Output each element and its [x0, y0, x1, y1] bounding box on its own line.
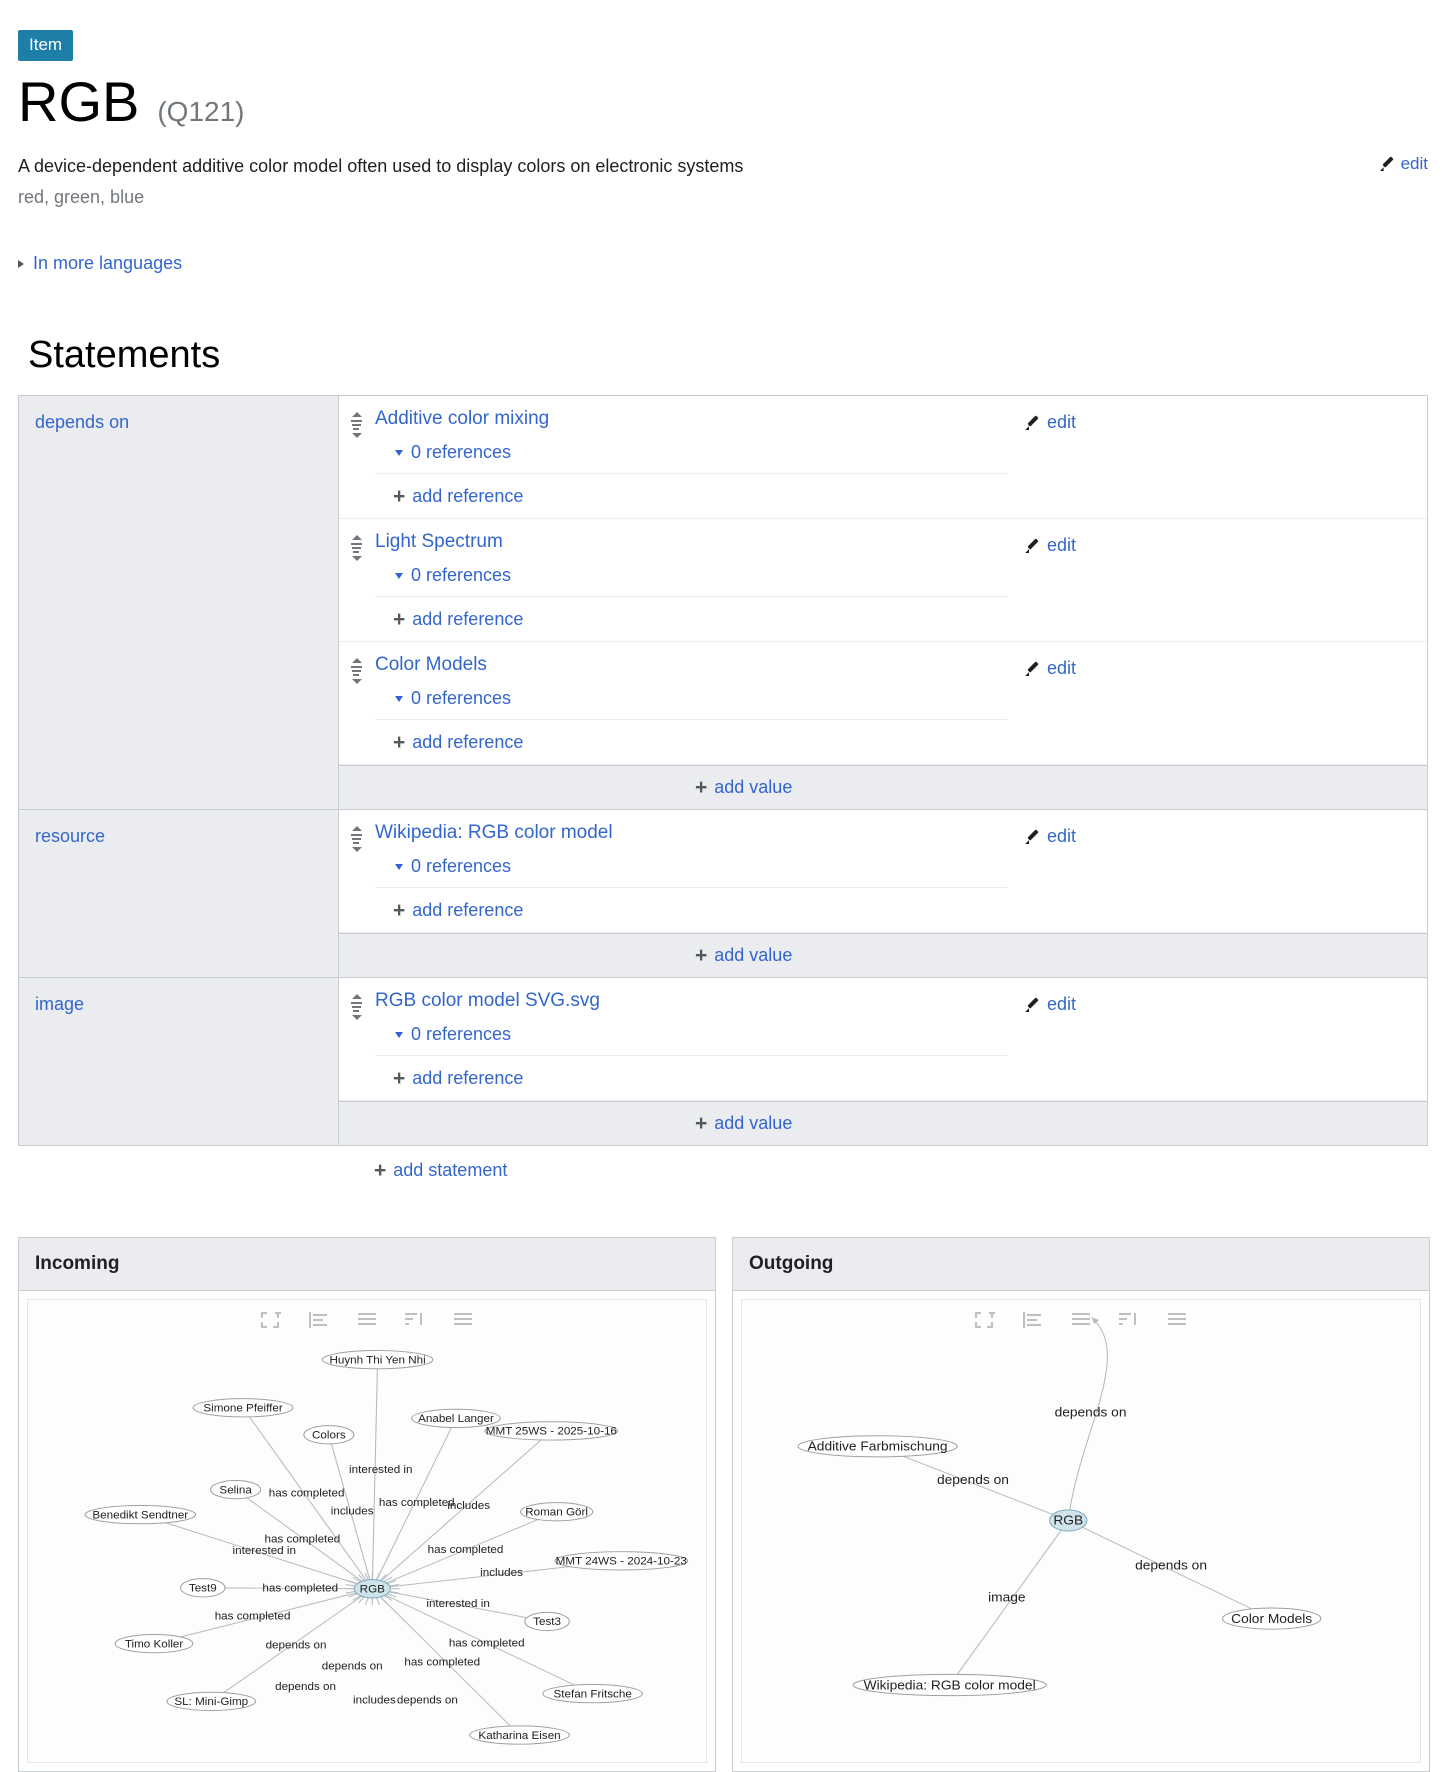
- graph-panels: [18, 1237, 1430, 1772]
- add-value-label: add value: [714, 777, 793, 798]
- graph-edge-label: depends on: [265, 1639, 327, 1652]
- plus-icon: +: [393, 608, 406, 632]
- references-count: 0 references: [411, 442, 512, 463]
- add-reference-button[interactable]: [375, 609, 1007, 630]
- graph-node-label: RGB: [1053, 1513, 1084, 1528]
- chevron-right-icon: [18, 260, 24, 268]
- outgoing-edge-labels: [937, 1405, 1207, 1604]
- description-row: [18, 154, 1428, 208]
- claim-value-link[interactable]: RGB color model SVG.svg: [375, 990, 600, 1012]
- graph-node-label: Selina: [219, 1484, 252, 1497]
- add-value-row: [339, 1101, 1427, 1145]
- plus-icon: +: [695, 1112, 708, 1136]
- graph-node-label: Benedikt Sendtner: [92, 1509, 189, 1522]
- outgoing-panel-title: Outgoing: [733, 1238, 1429, 1291]
- graph-node-label: Katharina Eisen: [478, 1730, 561, 1742]
- claim-actions: [1007, 396, 1427, 518]
- graph-edge-label: includes: [353, 1694, 396, 1707]
- add-reference-label: add reference: [412, 609, 524, 630]
- claim-value-link[interactable]: Wikipedia: RGB color model: [375, 822, 613, 844]
- add-reference-row: [375, 887, 1007, 932]
- statements-table: [18, 395, 1428, 1146]
- pencil-icon: [1025, 415, 1040, 430]
- graph-node-label: RGB: [359, 1584, 385, 1596]
- statement-values: [339, 396, 1427, 809]
- graph-edge-label: includes: [330, 1506, 374, 1518]
- item-description: A device-dependent additive color model often used to display colors on electronic systems: [18, 155, 744, 176]
- references-toggle[interactable]: [395, 856, 1007, 877]
- pencil-icon: [1025, 997, 1040, 1012]
- graph-edge: [365, 1597, 368, 1604]
- claim-row: [339, 642, 1427, 765]
- graph-edge-label: includes: [447, 1500, 491, 1512]
- claim-body: [375, 978, 1007, 1100]
- graph-edge-label: depends on: [1054, 1405, 1127, 1420]
- graph-edge-label: has completed: [448, 1638, 525, 1650]
- graph-edge-label: interested in: [349, 1464, 413, 1477]
- outgoing-nodes: [798, 1436, 1321, 1696]
- graph-node-label: Color Models: [1231, 1611, 1313, 1626]
- rank-cell: [339, 810, 375, 932]
- sort-icon[interactable]: [1118, 1310, 1140, 1330]
- graph-edge-label: has completed: [378, 1497, 455, 1509]
- graph-edge-label: depends on: [321, 1661, 383, 1673]
- property-link[interactable]: resource: [35, 826, 106, 847]
- claim-body: [375, 396, 1007, 518]
- graph-node-label: Timo Koller: [124, 1638, 184, 1651]
- outgoing-edges: [878, 1317, 1272, 1685]
- graph-node-label: MMT 25WS - 2025-10-16: [485, 1426, 617, 1438]
- references-count: 0 references: [411, 1024, 512, 1045]
- claim-body: [375, 642, 1007, 764]
- rank-selector-icon[interactable]: [351, 994, 364, 1020]
- outgoing-panel: [732, 1237, 1430, 1772]
- statement-group: [19, 396, 1427, 810]
- add-value-label: add value: [714, 945, 793, 966]
- graph-edge-label: has completed: [264, 1534, 341, 1546]
- edit-claim-button[interactable]: [1007, 535, 1427, 556]
- edit-description-button[interactable]: [1380, 154, 1428, 174]
- graph-edge-label: has completed: [262, 1583, 339, 1595]
- rank-cell: [339, 396, 375, 518]
- graph-edge-label: depends on: [1135, 1558, 1207, 1573]
- graph-edge-label: has completed: [268, 1487, 345, 1500]
- statement-values: [339, 978, 1427, 1145]
- pencil-icon: [1025, 538, 1040, 553]
- chevron-down-icon: [395, 450, 403, 456]
- plus-icon: +: [374, 1159, 387, 1183]
- rank-selector-icon[interactable]: [351, 412, 364, 438]
- edit-claim-button[interactable]: [1007, 826, 1427, 847]
- edit-claim-button[interactable]: [1007, 658, 1427, 679]
- graph-node-label: Anabel Langer: [418, 1413, 494, 1426]
- plus-icon: +: [393, 731, 406, 755]
- rank-cell: [339, 519, 375, 641]
- rank-selector-icon[interactable]: [351, 535, 364, 561]
- graph-node-label: Test9: [188, 1583, 217, 1595]
- rank-selector-icon[interactable]: [351, 658, 364, 684]
- graph-node-label: Wikipedia: RGB color model: [863, 1677, 1036, 1693]
- claim-body: [375, 519, 1007, 641]
- item-type-badge: Item: [18, 30, 73, 61]
- graph-edge-label: has completed: [427, 1544, 504, 1557]
- claim-actions: [1007, 978, 1427, 1100]
- add-statement-label: add statement: [393, 1160, 508, 1181]
- graph-node-label: Additive Farbmischung: [807, 1439, 948, 1454]
- item-label: RGB: [18, 70, 140, 133]
- property-cell: [19, 810, 339, 977]
- graph-edge-label: depends on: [936, 1472, 1009, 1487]
- rank-cell: [339, 978, 375, 1100]
- edit-label: edit: [1047, 826, 1077, 847]
- edit-label: edit: [1047, 535, 1077, 556]
- pencil-icon: [1025, 829, 1040, 844]
- references-toggle[interactable]: [395, 565, 1007, 586]
- add-value-row: [339, 933, 1427, 977]
- item-aliases: red, green, blue: [18, 187, 145, 208]
- align-left-icon[interactable]: [1022, 1310, 1044, 1330]
- incoming-edges: [140, 1360, 621, 1735]
- add-reference-button[interactable]: [375, 1068, 1007, 1089]
- add-reference-button[interactable]: [375, 900, 1007, 921]
- add-value-button[interactable]: [339, 777, 1427, 798]
- edit-label: edit: [1047, 658, 1077, 679]
- claim-row: [339, 396, 1427, 519]
- page-title: [18, 70, 1428, 133]
- claim-actions: [1007, 642, 1427, 764]
- description-block: [18, 154, 743, 208]
- graph-node-label: MMT 24WS - 2024-10-23: [555, 1556, 687, 1568]
- statements-heading: Statements: [28, 334, 221, 377]
- list-icon[interactable]: [1166, 1310, 1188, 1330]
- chevron-down-icon: [395, 864, 403, 870]
- add-reference-button[interactable]: [375, 732, 1007, 753]
- claim-value-link[interactable]: Light Spectrum: [375, 531, 503, 553]
- edit-claim-button[interactable]: [1007, 412, 1427, 433]
- add-statement-row: [18, 1146, 1428, 1181]
- chevron-down-icon: [395, 573, 403, 579]
- graph-toolbar: [974, 1310, 1188, 1330]
- references-count: 0 references: [411, 856, 512, 877]
- align-left-icon[interactable]: [308, 1310, 330, 1330]
- graph-edge-label: depends on: [396, 1694, 458, 1707]
- graph-node-label: Huynh Thi Yen Nhi: [329, 1354, 426, 1367]
- rank-selector-icon[interactable]: [351, 826, 364, 852]
- graph-edge-label: interested in: [426, 1598, 490, 1610]
- chevron-down-icon: [395, 1032, 403, 1038]
- statement-group: [19, 978, 1427, 1146]
- statement-group: [19, 810, 1427, 978]
- edit-label: edit: [1047, 412, 1077, 433]
- claim-value-link[interactable]: Color Models: [375, 654, 487, 676]
- add-value-label: add value: [714, 1113, 793, 1134]
- graph-node-label: Roman Görl: [525, 1507, 589, 1519]
- graph-node-label: Simone Pfeiffer: [203, 1403, 283, 1415]
- incoming-graph-svg: [28, 1300, 706, 1762]
- add-reference-row: [375, 1055, 1007, 1100]
- graph-edge-label: has completed: [214, 1611, 291, 1623]
- add-reference-label: add reference: [412, 1068, 524, 1089]
- claim-row: [339, 519, 1427, 642]
- graph-toolbar: [260, 1310, 474, 1330]
- edit-claim-button[interactable]: [1007, 994, 1427, 1015]
- incoming-panel-body: [19, 1291, 715, 1771]
- graph-node-label: SL: Mini-Gimp: [174, 1696, 249, 1709]
- incoming-graph[interactable]: [27, 1299, 707, 1763]
- statement-values: [339, 810, 1427, 977]
- edit-label: edit: [1400, 153, 1428, 173]
- claim-row: [339, 810, 1427, 933]
- align-center-icon[interactable]: [356, 1310, 378, 1330]
- in-more-languages-label: In more languages: [33, 253, 183, 274]
- rank-cell: [339, 642, 375, 764]
- plus-icon: +: [393, 899, 406, 923]
- add-reference-button[interactable]: [375, 486, 1007, 507]
- add-reference-row: [375, 719, 1007, 764]
- graph-node-label: Colors: [312, 1430, 346, 1442]
- graph-node-label: Stefan Fritsche: [553, 1688, 632, 1701]
- references-toggle[interactable]: [395, 1024, 1007, 1045]
- references-toggle[interactable]: [395, 688, 1007, 709]
- graph-edge-label: interested in: [232, 1545, 296, 1558]
- claim-row: [339, 978, 1427, 1101]
- pencil-icon: [1025, 661, 1040, 676]
- incoming-panel: [18, 1237, 716, 1772]
- add-value-button[interactable]: [339, 945, 1427, 966]
- plus-icon: +: [695, 944, 708, 968]
- property-link[interactable]: depends on: [35, 412, 130, 433]
- plus-icon: +: [393, 485, 406, 509]
- claim-body: [375, 810, 1007, 932]
- claim-actions: [1007, 810, 1427, 932]
- outgoing-graph[interactable]: [741, 1299, 1421, 1763]
- graph-edge-label: depends on: [275, 1681, 336, 1693]
- references-count: 0 references: [411, 565, 512, 586]
- in-more-languages-toggle[interactable]: [18, 253, 1428, 274]
- fullscreen-icon[interactable]: [974, 1310, 996, 1330]
- graph-edge-label: image: [988, 1589, 1026, 1605]
- add-value-button[interactable]: [339, 1113, 1427, 1134]
- plus-icon: +: [695, 776, 708, 800]
- graph-edge: [376, 1573, 379, 1580]
- references-toggle[interactable]: [395, 442, 1007, 463]
- align-center-icon[interactable]: [1070, 1310, 1092, 1330]
- add-reference-label: add reference: [412, 732, 524, 753]
- property-link[interactable]: image: [35, 994, 85, 1015]
- claim-value-link[interactable]: Additive color mixing: [375, 408, 550, 430]
- add-reference-row: [375, 473, 1007, 518]
- references-count: 0 references: [411, 688, 512, 709]
- outgoing-graph-svg: [742, 1300, 1420, 1762]
- edit-label: edit: [1047, 994, 1077, 1015]
- incoming-nodes: [85, 1351, 688, 1745]
- add-reference-row: [375, 596, 1007, 641]
- graph-edge: [376, 1597, 379, 1604]
- add-reference-label: add reference: [412, 486, 524, 507]
- sort-icon[interactable]: [404, 1310, 426, 1330]
- plus-icon: +: [393, 1067, 406, 1091]
- add-reference-label: add reference: [412, 900, 524, 921]
- item-id: (Q121): [157, 96, 245, 127]
- graph-edge-label: includes: [480, 1567, 523, 1580]
- add-statement-button[interactable]: [18, 1160, 1428, 1181]
- property-cell: [19, 396, 339, 809]
- add-value-row: [339, 765, 1427, 809]
- graph-edge-label: has completed: [404, 1657, 481, 1669]
- claim-actions: [1007, 519, 1427, 641]
- graph-node-label: Test3: [533, 1616, 562, 1629]
- incoming-panel-title: Incoming: [19, 1238, 715, 1291]
- list-icon[interactable]: [452, 1310, 474, 1330]
- outgoing-panel-body: [733, 1291, 1429, 1771]
- chevron-down-icon: [395, 696, 403, 702]
- property-cell: [19, 978, 339, 1145]
- pencil-icon: [1380, 156, 1395, 171]
- fullscreen-icon[interactable]: [260, 1310, 282, 1330]
